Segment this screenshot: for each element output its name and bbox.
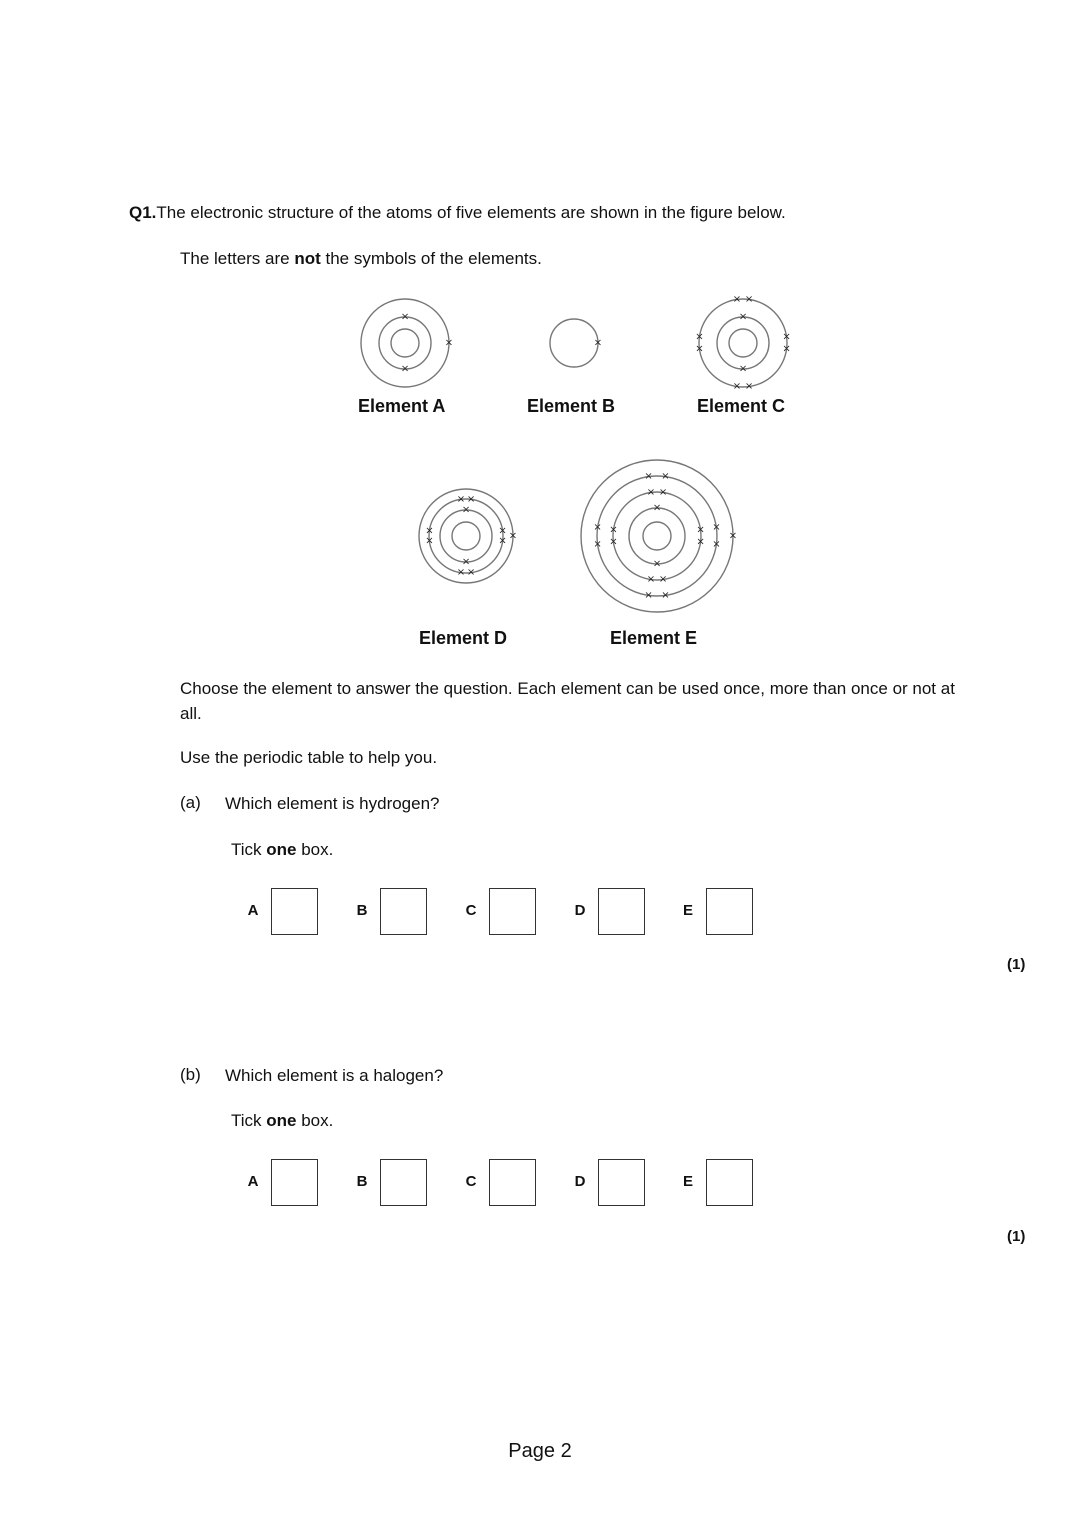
electron-mark: × [444, 337, 454, 349]
option-letter-a: A [247, 902, 259, 919]
part-a-question: Which element is hydrogen? [225, 794, 440, 813]
part-a-box-c[interactable] [489, 888, 536, 935]
electron-shell [629, 508, 685, 564]
electron-mark: × [732, 381, 742, 393]
option-letter-d: D [574, 1173, 586, 1190]
electron-mark: × [744, 381, 754, 393]
electron-shell [581, 460, 733, 612]
electron-mark: × [466, 493, 476, 505]
electron-mark: × [732, 293, 742, 305]
part-b-box-a[interactable] [271, 1159, 318, 1206]
electron-mark: × [782, 343, 791, 355]
electron-mark: × [644, 471, 653, 483]
element-e-caption: Element E [610, 628, 698, 648]
electron-mark: × [609, 524, 618, 536]
instructions: Choose the element to answer the question. Each element can be used once, more than once or not at all. [180, 679, 955, 723]
element-b-caption: Element B [527, 396, 616, 416]
tick-after: box. [296, 840, 334, 859]
note-bold: not [294, 249, 321, 268]
electron-mark: × [728, 530, 738, 542]
option-letter-e: E [682, 1173, 693, 1190]
electron-mark: × [593, 538, 602, 550]
atom-diagram-e [581, 460, 737, 612]
electron-mark: × [782, 331, 791, 343]
electron-mark: × [593, 522, 602, 534]
part-b-options [243, 1159, 763, 1207]
question-title [129, 201, 786, 225]
electron-mark: × [712, 538, 721, 550]
atom-diagram-a [361, 299, 453, 387]
page-number: Page 2 [508, 1440, 572, 1462]
letters-note [180, 247, 542, 271]
electron-mark: × [696, 524, 705, 536]
electron-mark: × [695, 331, 704, 343]
nucleus-ring [729, 329, 757, 357]
option-letter-c: C [465, 1173, 477, 1190]
part-a-box-a[interactable] [271, 888, 318, 935]
part-a-marks: (1) [1007, 956, 1026, 973]
nucleus-ring [452, 522, 480, 550]
electron-mark: × [661, 471, 670, 483]
atoms-figure [0, 280, 1080, 620]
electron-mark: × [696, 536, 705, 548]
atom-diagram-d [419, 489, 517, 583]
periodic-table-hint: Use the periodic table to help you. [180, 748, 438, 767]
electron-mark: × [658, 574, 668, 586]
electron-shell [379, 317, 431, 369]
electron-mark: × [646, 486, 656, 498]
option-letter-d: D [574, 902, 586, 919]
option-letter-e: E [682, 902, 693, 919]
electron-mark: × [593, 337, 603, 349]
part-a-box-b[interactable] [380, 888, 427, 935]
part-b-tick-instruction [231, 1111, 333, 1131]
option-letter-a: A [247, 1173, 259, 1190]
nucleus-ring [643, 522, 671, 550]
option-letter-b: B [356, 1173, 368, 1190]
note-after: the symbols of the elements. [320, 249, 542, 268]
electron-mark: × [646, 574, 656, 586]
part-a-tick-instruction [231, 840, 333, 860]
electron-shell [440, 510, 492, 562]
part-a-box-e[interactable] [706, 888, 753, 935]
option-letter-c: C [465, 902, 477, 919]
electron-mark: × [456, 567, 466, 579]
electron-mark: × [498, 535, 507, 547]
part-b-question: Which element is a halogen? [225, 1066, 444, 1085]
electron-mark: × [456, 493, 466, 505]
tick-before: Tick [231, 1111, 267, 1130]
element-c-caption: Element C [697, 396, 786, 416]
electron-mark: × [498, 525, 507, 537]
tick-bold: one [266, 1111, 297, 1130]
part-b-box-e[interactable] [706, 1159, 753, 1206]
nucleus-ring [391, 329, 419, 357]
part-b-label: (b) [180, 1065, 201, 1084]
electron-mark: × [508, 530, 518, 542]
electron-mark: × [695, 343, 704, 355]
tick-bold: one [266, 840, 297, 859]
tick-before: Tick [231, 840, 267, 859]
question-number: Q1. [129, 203, 157, 222]
electron-mark: × [744, 293, 754, 305]
electron-shell [717, 317, 769, 369]
part-b-marks: (1) [1007, 1228, 1026, 1245]
electron-mark: × [644, 589, 653, 601]
electron-mark: × [461, 556, 471, 568]
electron-mark: × [738, 311, 748, 323]
electron-mark: × [400, 363, 410, 375]
element-d-caption: Element D [419, 628, 508, 648]
electron-mark: × [661, 589, 670, 601]
electron-mark: × [652, 558, 662, 570]
atom-diagram-b [550, 319, 602, 367]
electron-mark: × [400, 311, 410, 323]
question-text: The electronic structure of the atoms of five elements are shown in the figure below. [156, 203, 786, 222]
note-before: The letters are [180, 249, 295, 268]
electron-mark: × [738, 363, 748, 375]
electron-mark: × [425, 525, 434, 537]
electron-mark: × [652, 502, 662, 514]
electron-mark: × [609, 536, 618, 548]
atom-diagram-c [695, 294, 791, 392]
option-letter-b: B [356, 902, 368, 919]
element-a-caption: Element A [358, 396, 446, 416]
electron-shell [550, 319, 598, 367]
part-a-box-d[interactable] [598, 888, 645, 935]
part-b-box-d[interactable] [598, 1159, 645, 1206]
electron-mark: × [658, 486, 668, 498]
electron-mark: × [425, 535, 434, 547]
part-a-label: (a) [180, 793, 201, 812]
part-a-options [243, 888, 763, 936]
part-b-box-c[interactable] [489, 1159, 536, 1206]
electron-mark: × [466, 567, 476, 579]
part-b-box-b[interactable] [380, 1159, 427, 1206]
electron-mark: × [712, 522, 721, 534]
tick-after: box. [296, 1111, 334, 1130]
electron-mark: × [461, 504, 471, 516]
